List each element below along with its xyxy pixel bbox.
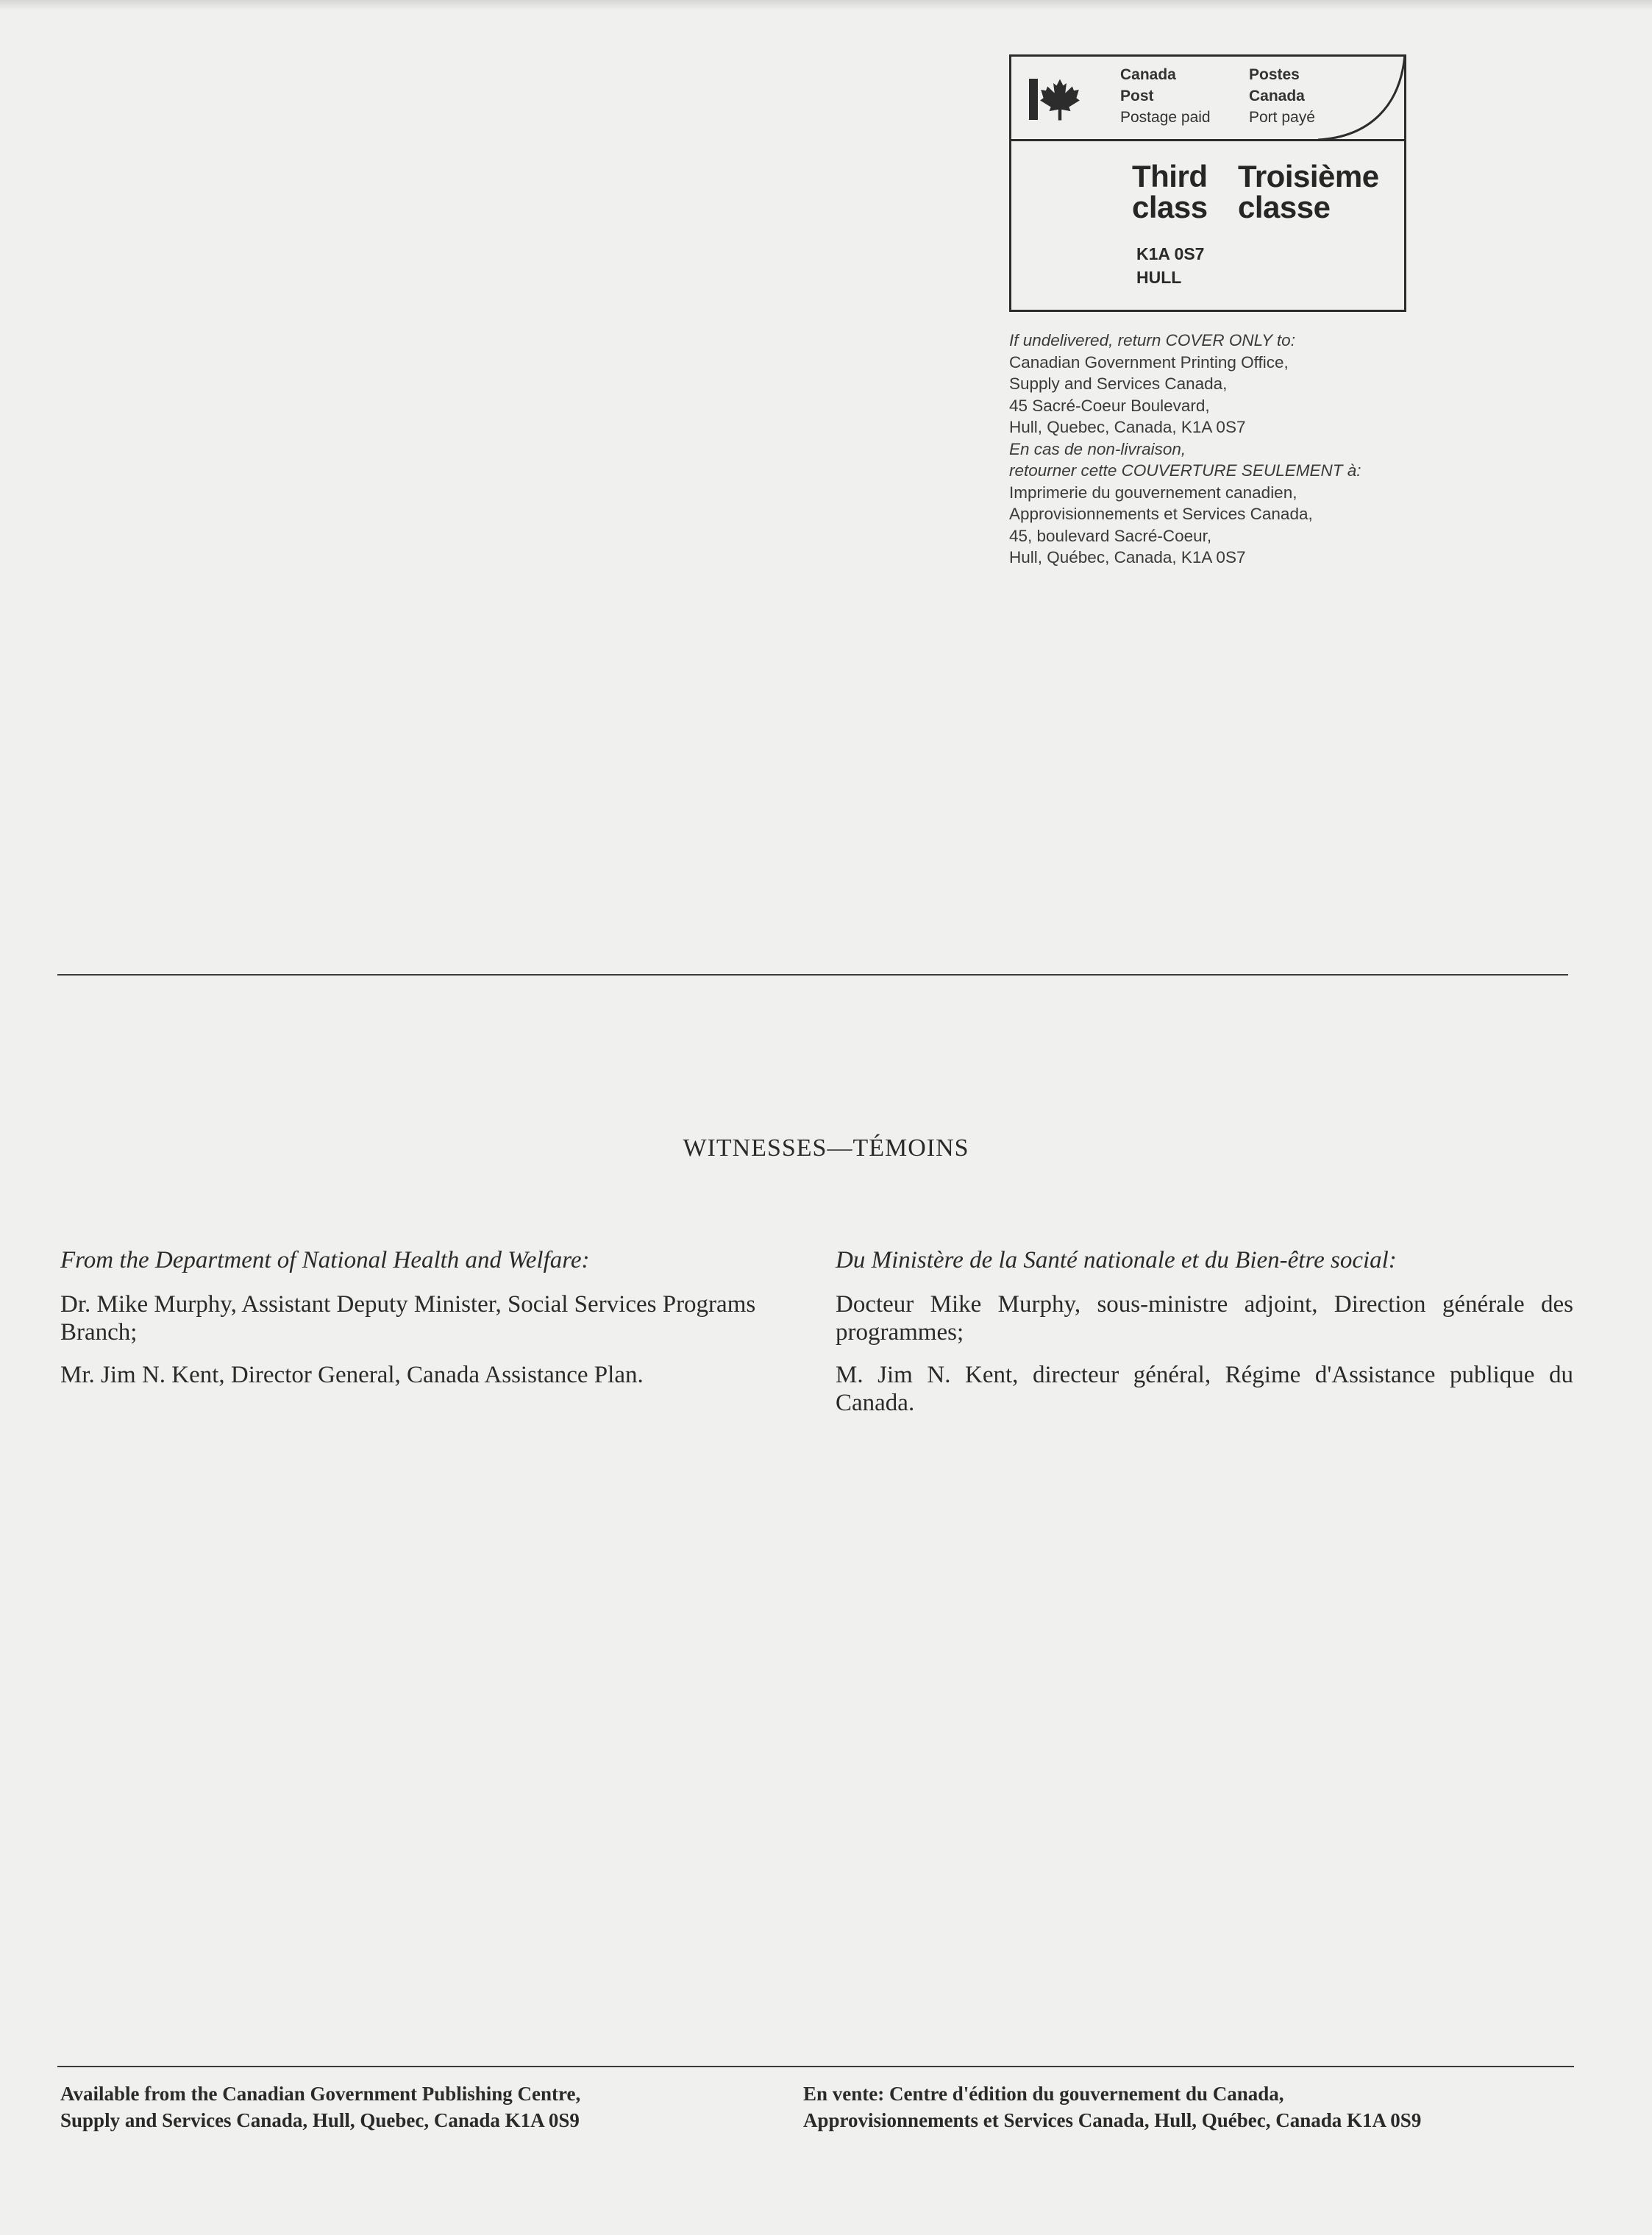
canada-label: Canada	[1120, 66, 1176, 83]
footer-line: Approvisionnements et Services Canada, Hull, Québec, Canada K1A 0S9	[803, 2109, 1422, 2131]
postal-address	[1136, 242, 1204, 289]
witnesses-english	[60, 1246, 796, 1404]
return-line: Approvisionnements et Services Canada,	[1009, 505, 1313, 523]
return-line: Hull, Quebec, Canada, K1A 0S7	[1009, 418, 1246, 436]
return-line: Imprimerie du gouvernement canadien,	[1009, 483, 1297, 502]
postal-code: K1A 0S7	[1136, 244, 1205, 263]
return-notice	[1009, 330, 1509, 569]
postal-city: HULL	[1136, 268, 1182, 287]
flag-bar	[1029, 79, 1038, 120]
maple-leaf-icon	[1039, 76, 1080, 124]
witness-entry: Dr. Mike Murphy, Assistant Deputy Minister, Social Services Programs Branch;	[60, 1291, 756, 1346]
divider-rule	[57, 974, 1568, 976]
department-name: Du Ministère de la Santé nationale et du Bien-être social:	[836, 1247, 1397, 1273]
troisieme-classe-label: Troisième classe	[1238, 159, 1379, 224]
post-label: Post	[1120, 88, 1154, 104]
postes-label: Postes	[1249, 66, 1300, 83]
return-line: 45, boulevard Sacré-Coeur,	[1009, 526, 1212, 545]
footer-french	[803, 2081, 1421, 2133]
footer-rule	[57, 2066, 1574, 2067]
canada-post-label	[1120, 64, 1211, 128]
witness-entry: Mr. Jim N. Kent, Director General, Canada Assistance Plan.	[60, 1362, 644, 1388]
witnesses-french	[836, 1246, 1573, 1432]
return-line: Supply and Services Canada,	[1009, 374, 1228, 393]
return-line: If undelivered, return COVER ONLY to:	[1009, 331, 1295, 349]
footer-line: Supply and Services Canada, Hull, Quebec, Canada K1A 0S9	[60, 2109, 580, 2131]
postage-indicia	[1009, 54, 1406, 312]
return-line: Canadian Government Printing Office,	[1009, 352, 1289, 372]
return-line: 45 Sacré-Coeur Boulevard,	[1009, 396, 1210, 415]
return-line: retourner cette COUVERTURE SEULEMENT à:	[1009, 461, 1361, 480]
footer-line: En vente: Centre d'édition du gouvernement du Canada,	[803, 2083, 1284, 2105]
return-line: En cas de non-livraison,	[1009, 439, 1186, 458]
witness-entry: M. Jim N. Kent, directeur général, Régime d'Assistance publique du Canada.	[836, 1362, 1573, 1416]
indicia-header	[1011, 57, 1404, 141]
postes-canada-label	[1249, 64, 1315, 128]
return-line: Hull, Québec, Canada, K1A 0S7	[1009, 548, 1246, 566]
third-class-label: Third class	[1132, 159, 1208, 224]
witnesses-heading: WITNESSES—TÉMOINS	[683, 1134, 969, 1162]
footer-english	[60, 2081, 580, 2133]
port-paye-label: Port payé	[1249, 109, 1315, 126]
witness-entry: Docteur Mike Murphy, sous-ministre adjoint, Direction générale des programmes;	[836, 1291, 1573, 1346]
canada-fr-label: Canada	[1249, 88, 1305, 104]
footer-line: Available from the Canadian Government Publishing Centre,	[60, 2083, 581, 2105]
page-top-edge	[0, 0, 1652, 10]
postage-paid-label: Postage paid	[1120, 109, 1211, 126]
indicia-corner-curve	[1318, 54, 1406, 141]
department-name: From the Department of National Health and Welfare:	[60, 1247, 590, 1273]
